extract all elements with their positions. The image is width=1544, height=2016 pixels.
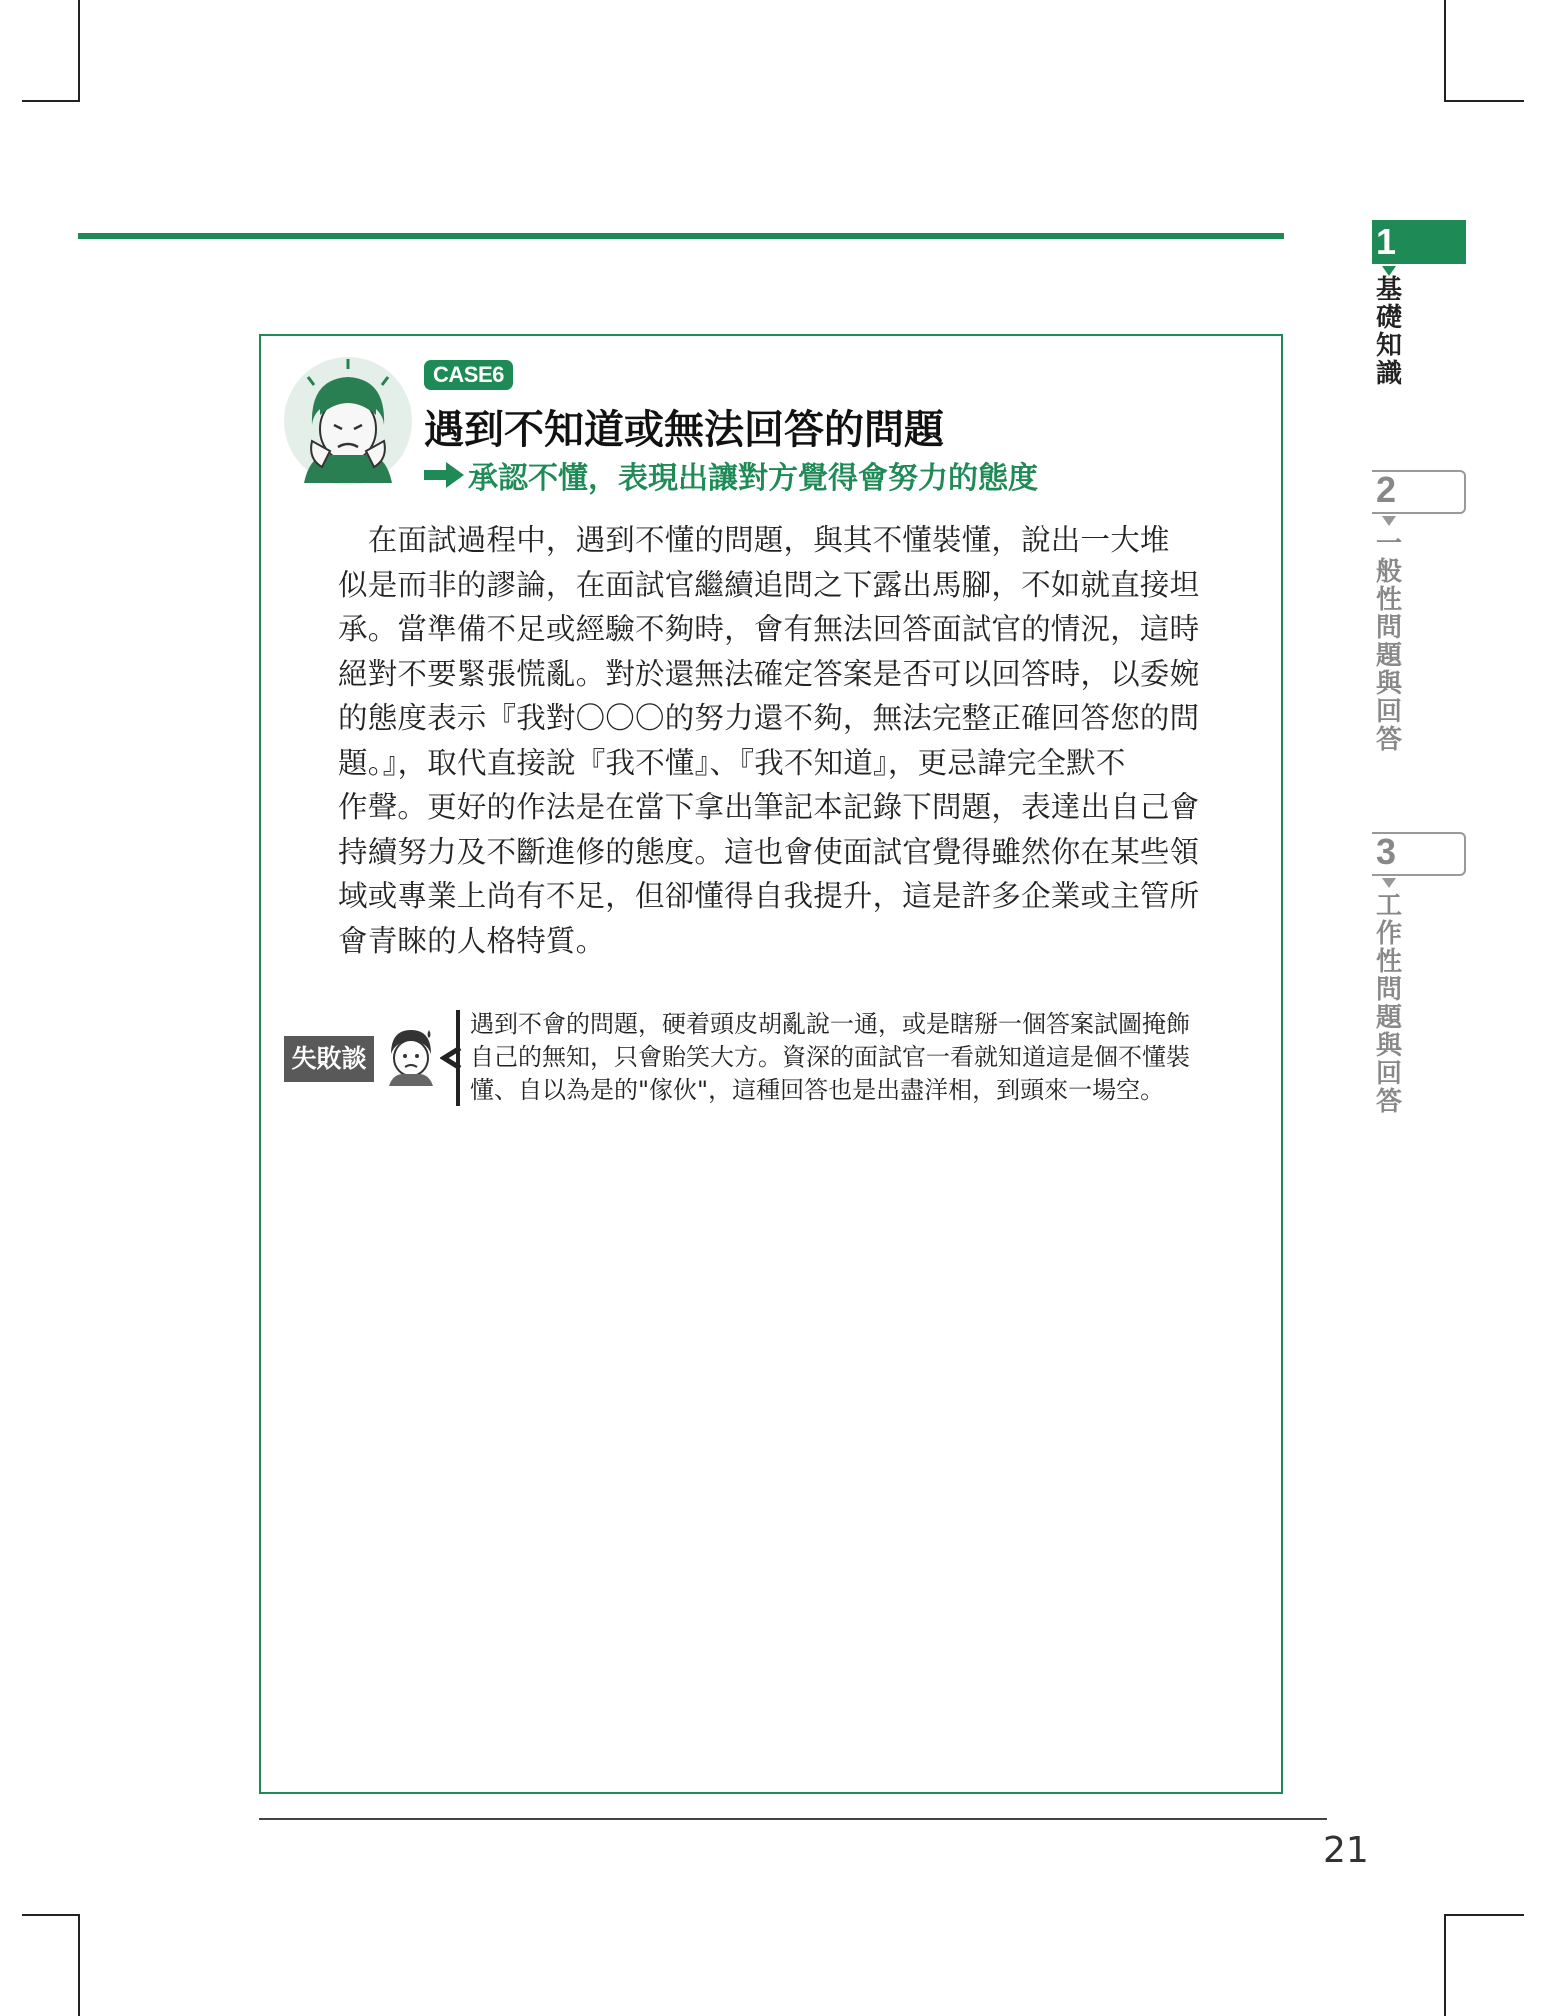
side-tab-number: 3	[1376, 831, 1397, 872]
body-line: 承。當準備不足或經驗不夠時，會有無法回答面試官的情況，這時	[338, 612, 1200, 646]
fail-line: 懂、自以為是的"傢伙"，這種回答也是出盡洋相，到頭來一場空。	[470, 1076, 1165, 1104]
footer-rule	[259, 1818, 1327, 1820]
crop-mark	[1444, 1914, 1446, 2016]
crop-mark	[22, 1914, 80, 1916]
crop-mark	[22, 100, 80, 102]
body-line: 作聲。更好的作法是在當下拿出筆記本記錄下問題，表達出自己會	[338, 790, 1200, 824]
body-line: 題。』，取代直接說『我不懂』、『我不知道』，更忌諱完全默不	[338, 745, 1126, 780]
worried-person-icon	[282, 355, 414, 487]
header-rule	[78, 233, 1284, 239]
body-line: 持續努力及不斷進修的態度。這也會使面試官覺得雖然你在某些領	[338, 834, 1200, 869]
sweating-face-icon	[383, 1024, 439, 1086]
body-line: 域或專業上尚有不足，但卻懂得自我提升，這是許多企業或主管所	[338, 879, 1200, 913]
side-tab-2	[1372, 470, 1466, 514]
subtitle-text: 承認不懂，表現出讓對方覺得會努力的態度	[468, 461, 1038, 496]
side-tab-3	[1372, 832, 1466, 876]
brace-icon	[440, 1010, 468, 1106]
body-line: 會青睞的人格特質。	[338, 923, 606, 958]
fail-line: 自己的無知，只會貽笑大方。資深的面試官一看就知道這是個不懂裝	[470, 1043, 1190, 1071]
side-tab-number: 1	[1376, 221, 1397, 262]
side-tab-number: 2	[1376, 469, 1397, 510]
side-tab-label: 基礎知識	[1375, 275, 1402, 389]
fail-line: 遇到不會的問題，硬着頭皮胡亂說一通，或是瞎掰一個答案試圖掩飾	[470, 1010, 1190, 1038]
fail-story-label: 失敗談	[284, 1036, 374, 1082]
subtitle	[424, 453, 1038, 497]
side-tab-label: 一般性問題與回答	[1375, 529, 1402, 755]
fail-story-text	[470, 1008, 1270, 1107]
crop-mark	[1444, 100, 1524, 102]
arrow-right-icon	[424, 462, 464, 488]
side-tab-1	[1372, 220, 1466, 264]
side-tab-label: 工作性問題與回答	[1375, 891, 1402, 1117]
crop-mark	[78, 1914, 80, 2016]
page-number: 21	[1323, 1830, 1369, 1871]
crop-mark	[1444, 1914, 1524, 1916]
body-paragraph	[338, 518, 1264, 963]
body-line: 似是而非的謬論，在面試官繼續追問之下露出馬腳，不如就直接坦	[338, 567, 1200, 602]
body-line: 在面試過程中，遇到不懂的問題，與其不懂裝懂，說出一大堆	[338, 523, 1170, 557]
body-line: 的態度表示『我對〇〇〇的努力還不夠，無法完整正確回答您的問	[338, 701, 1200, 735]
crop-mark	[1444, 0, 1446, 100]
case-badge: CASE6	[424, 360, 513, 390]
page-title: 遇到不知道或無法回答的問題	[424, 407, 944, 453]
body-line: 絕對不要緊張慌亂。對於還無法確定答案是否可以回答時，以委婉	[338, 656, 1200, 691]
triangle-down-icon	[1382, 878, 1396, 888]
triangle-down-icon	[1382, 516, 1396, 526]
crop-mark	[78, 0, 80, 100]
